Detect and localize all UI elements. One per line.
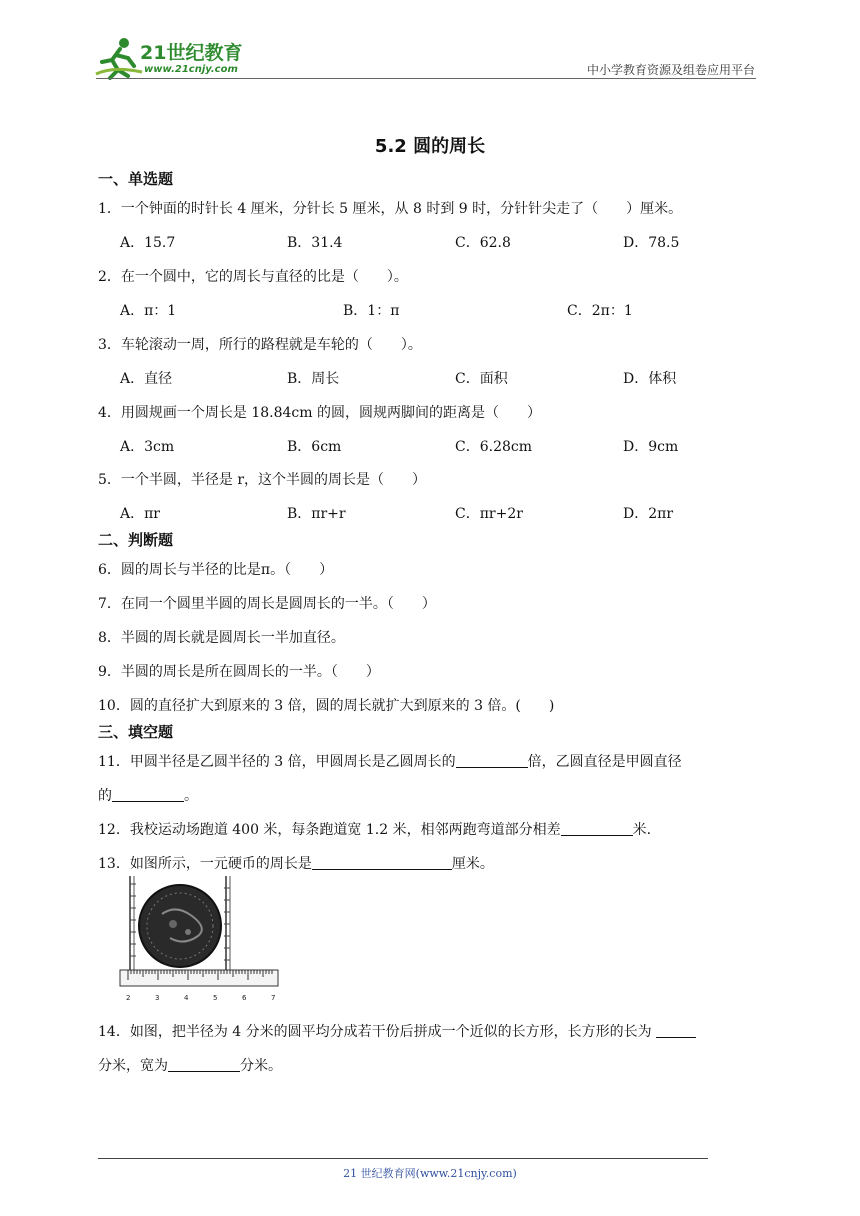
- q5-option-d: D．2πr: [623, 506, 674, 522]
- page-title: 5.2 圆的周长: [374, 136, 486, 157]
- q12-text-a: 12．我校运动场跑道 400 米，每条跑道宽 1.2 米，相邻两跑弯道部分相差: [98, 822, 561, 838]
- q14-blank-2[interactable]: [168, 1057, 240, 1072]
- q14-text-c: 分米。: [240, 1058, 282, 1074]
- question-9: 9．半圆的周长是所在圆周长的一半。（ ）: [98, 664, 380, 680]
- ruler-tick-label: 4: [184, 994, 189, 1002]
- right-vertical-ruler: [224, 876, 230, 974]
- q1-option-a: A．15.7: [120, 235, 176, 251]
- ruler-tick-label: 7: [271, 994, 276, 1002]
- q5-option-c: C．πr+2r: [455, 506, 523, 522]
- q3-option-b: B．周长: [287, 371, 340, 387]
- q13-blank[interactable]: [312, 855, 452, 870]
- ruler-tick-label: 2: [126, 994, 131, 1002]
- q5-option-a: A．πr: [120, 506, 161, 522]
- question-6: 6．圆的周长与半径的比是π。（ ）: [98, 562, 334, 578]
- section-heading-single-choice: 一、单选题: [98, 170, 174, 188]
- q13-text-a: 13．如图所示，一元硬币的周长是: [98, 856, 312, 872]
- question-10: 10．圆的直径扩大到原来的 3 倍，圆的周长就扩大到原来的 3 倍。( ): [98, 698, 555, 714]
- q14-text-a: 14．如图，把半径为 4 分米的圆平均分成若干份后拼成一个近似的长方形，长方形的长为: [98, 1024, 652, 1040]
- question-12: [98, 819, 651, 839]
- question-11-line1: [98, 751, 682, 771]
- logo-url: www.21cnjy.com: [144, 64, 238, 75]
- q13-text-b: 厘米。: [451, 856, 494, 872]
- q3-option-d: D．体积: [623, 371, 677, 387]
- footer-divider: [98, 1158, 708, 1159]
- site-logo: [94, 36, 264, 80]
- ruler-labels: [126, 994, 275, 1002]
- q1-option-c: C．62.8: [455, 235, 511, 251]
- q2-option-b: B．1：π: [343, 303, 400, 319]
- q12-text-b: 米.: [632, 822, 652, 838]
- q4-option-c: C．6.28cm: [455, 439, 532, 455]
- ruler-tick-label: 6: [242, 994, 247, 1002]
- question-2: 2．在一个圆中，它的周长与直径的比是（ ）。: [98, 269, 408, 285]
- q1-option-d: D．78.5: [623, 235, 680, 251]
- q4-option-b: B．6cm: [287, 439, 342, 455]
- q4-option-d: D．9cm: [623, 439, 679, 455]
- q11-blank-2[interactable]: [112, 787, 184, 802]
- coin: [139, 885, 221, 967]
- horizontal-ruler: [120, 970, 278, 986]
- section-heading-fill-blank: 三、填空题: [98, 723, 174, 741]
- q2-option-c: C．2π：1: [567, 303, 633, 319]
- q14-blank-1[interactable]: [656, 1023, 696, 1038]
- question-11-line2: [98, 785, 198, 805]
- q4-option-a: A．3cm: [120, 439, 175, 455]
- question-1: 1．一个钟面的时针长 4 厘米，分针长 5 厘米，从 8 时到 9 时，分针针尖走了（ ）厘米。: [98, 201, 683, 217]
- q14-text-b: 分米，宽为: [98, 1058, 168, 1074]
- q11-text-b: 倍，乙圆直径是甲圆直径: [527, 754, 682, 770]
- question-8: 8．半圆的周长就是圆周长一半加直径。: [98, 630, 345, 646]
- footer-source: 21 世纪教育网(www.21cnjy.com): [343, 1167, 517, 1180]
- q5-option-b: B．πr+r: [287, 506, 346, 522]
- left-vertical-ruler: [130, 876, 136, 974]
- question-13: [98, 853, 494, 873]
- coin-ruler-figure: [118, 874, 282, 1006]
- section-heading-true-false: 二、判断题: [98, 531, 174, 549]
- question-5: 5．一个半圆，半径是 r，这个半圆的周长是（ ）: [98, 472, 427, 488]
- logo-mark: 21世纪教育: [140, 42, 243, 64]
- q3-option-a: A．直径: [120, 371, 173, 387]
- header-divider: [96, 78, 756, 79]
- q11-text-d: 。: [184, 788, 198, 804]
- q2-option-a: A．π：1: [120, 303, 177, 319]
- question-7: 7．在同一个圆里半圆的周长是圆周长的一半。（ ）: [98, 596, 436, 612]
- q1-option-b: B．31.4: [287, 235, 343, 251]
- ruler-tick-label: 5: [213, 994, 218, 1002]
- question-4: 4．用圆规画一个周长是 18.84cm 的圆，圆规两脚间的距离是（ ）: [98, 405, 542, 421]
- q11-text-a: 11．甲圆半径是乙圆半径的 3 倍，甲圆周长是乙圆周长的: [98, 754, 456, 770]
- q3-option-c: C．面积: [455, 371, 508, 387]
- question-3: 3．车轮滚动一周，所行的路程就是车轮的（ ）。: [98, 337, 422, 353]
- q11-blank-1[interactable]: [456, 753, 528, 768]
- ruler-tick-label: 3: [155, 994, 160, 1002]
- q12-blank[interactable]: [561, 821, 633, 836]
- header-platform-text: 中小学教育资源及组卷应用平台: [586, 63, 755, 77]
- runner-icon: [94, 36, 146, 80]
- question-14-line2: [98, 1055, 282, 1075]
- question-14-line1: [98, 1021, 696, 1041]
- q11-text-c: 的: [98, 788, 112, 804]
